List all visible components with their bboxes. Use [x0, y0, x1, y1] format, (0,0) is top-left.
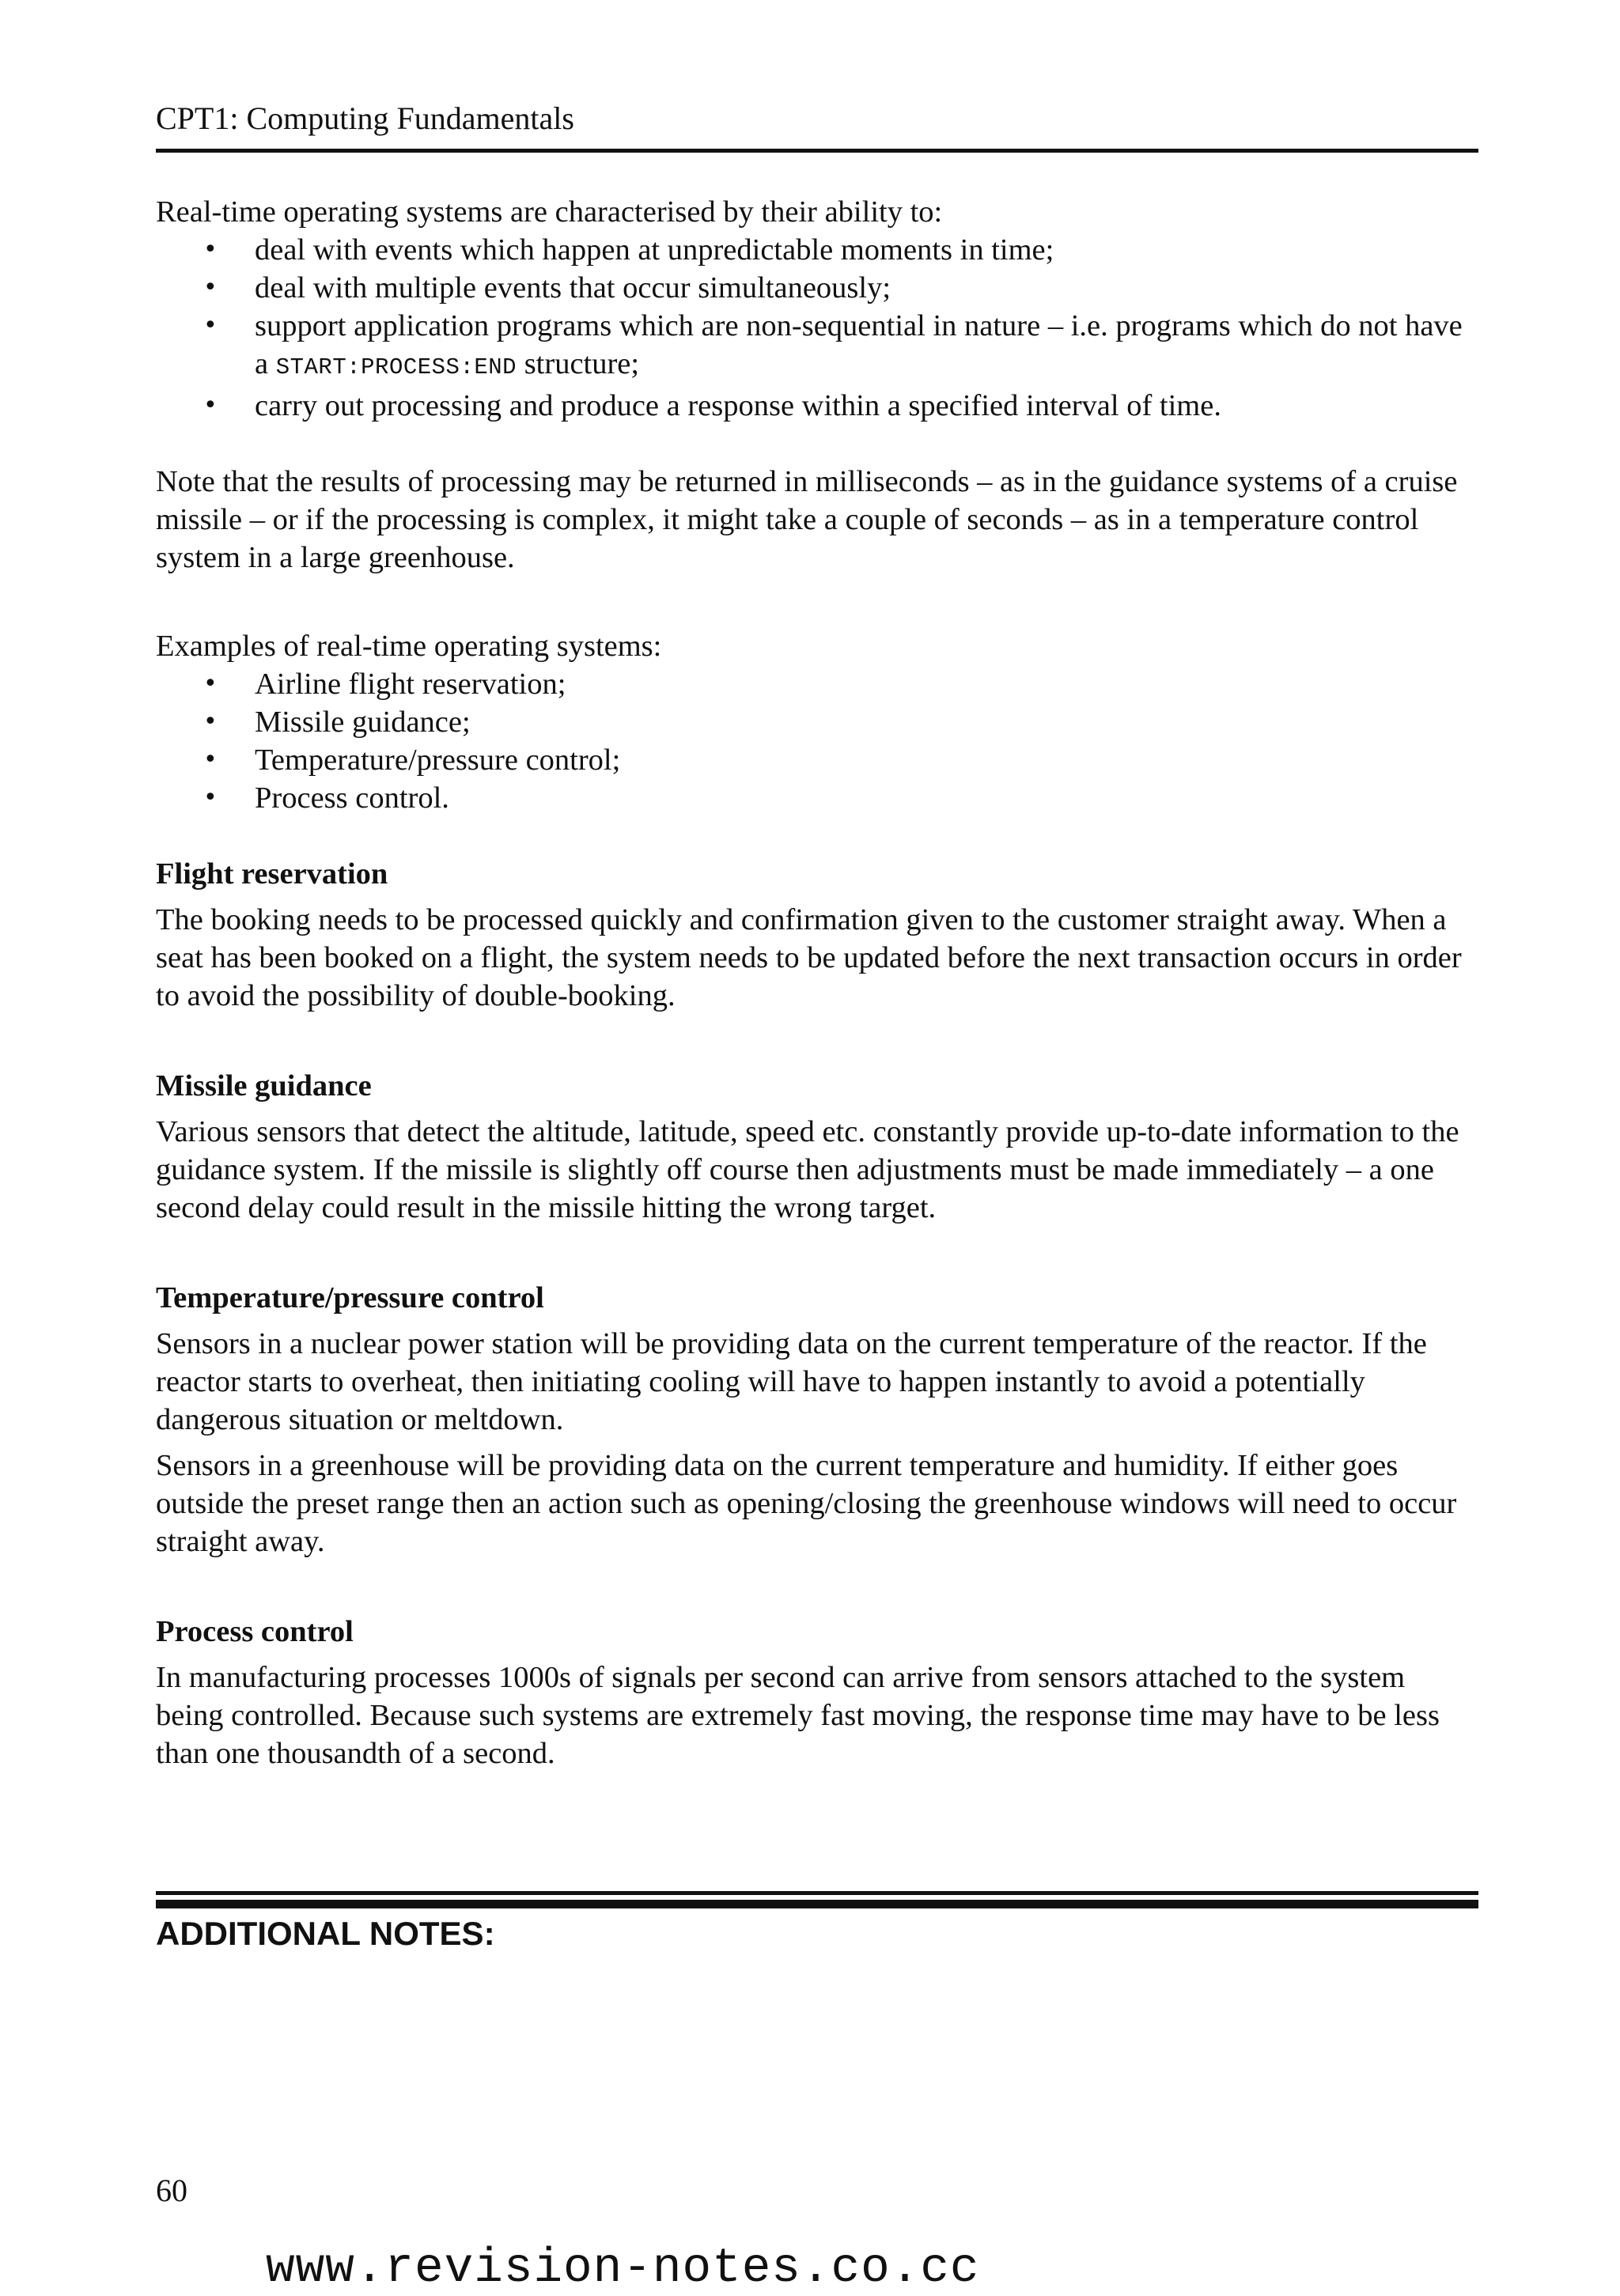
code-term: START:PROCESS:END	[275, 354, 517, 380]
bullet-icon: •	[203, 236, 218, 263]
running-header: CPT1: Computing Fundamentals	[156, 100, 574, 136]
section-heading-process-control: Process control	[156, 1615, 354, 1648]
page-number: 60	[156, 2173, 187, 2208]
section-heading-missile-guidance: Missile guidance	[156, 1069, 372, 1103]
bullet-icon: •	[203, 708, 218, 736]
bullet-icon: •	[203, 746, 218, 774]
examples-intro: Examples of real-time operating systems:	[156, 630, 662, 663]
section-paragraph: Sensors in a nuclear power station will be providing data on the current temperature of the reactor. If the reactor starts to overheat, then initiating cooling will have to happen instantly to avoid a potentially dangerous situation or meltdown.	[156, 1327, 1427, 1436]
list-item-text: Airline flight reservation;	[255, 668, 566, 701]
notes-divider-top	[156, 1891, 1478, 1895]
list-item	[156, 231, 1478, 269]
list-item-suffix: structure;	[517, 347, 640, 380]
bullet-icon: •	[203, 391, 218, 419]
capabilities-list	[156, 231, 1478, 425]
footer-url: www.revision-notes.co.cc	[266, 2241, 980, 2296]
notes-divider-bottom	[156, 1900, 1478, 1908]
list-item	[156, 703, 1478, 741]
additional-notes-heading: ADDITIONAL NOTES:	[156, 1915, 495, 1952]
examples-list	[156, 665, 1478, 817]
list-item-text: Temperature/pressure control;	[255, 743, 621, 777]
list-item	[156, 269, 1478, 307]
list-item-text: carry out processing and produce a response within a specified interval of time.	[255, 389, 1221, 422]
bullet-icon: •	[203, 784, 218, 811]
list-item	[156, 741, 1478, 779]
section-paragraph: Various sensors that detect the altitude, latitude, speed etc. constantly provide up-to-date information to the guidance system. If the missile is slightly off course then adjustments must be made immediately – a one second delay could result in the missile hitting the wrong target.	[156, 1115, 1459, 1224]
list-item-text: support application programs which are non-sequential in nature – i.e. programs which do not have a	[255, 309, 1463, 380]
section-paragraph: In manufacturing processes 1000s of signals per second can arrive from sensors attached to the system being controlled. Because such systems are extremely fast moving, the response time may have to be less than one thousandth of a second.	[156, 1661, 1440, 1770]
note-paragraph: Note that the results of processing may be returned in milliseconds – as in the guidance systems of a cruise missile – or if the processing is complex, it might take a couple of seconds – as in a temperature control system in a large greenhouse.	[156, 465, 1458, 574]
section-heading-flight-reservation: Flight reservation	[156, 857, 388, 891]
section-paragraph: Sensors in a greenhouse will be providing data on the current temperature and humidity. If either goes outside the preset range then an action such as opening/closing the greenhouse windows will need to occur straight away.	[156, 1449, 1457, 1558]
bullet-icon: •	[203, 670, 218, 698]
list-item-text: Missile guidance;	[255, 705, 471, 739]
list-item	[156, 387, 1478, 425]
section-heading-temperature-pressure-control: Temperature/pressure control	[156, 1281, 544, 1314]
list-item-text: deal with multiple events that occur simultaneously;	[255, 271, 891, 304]
list-item-text: deal with events which happen at unpredictable moments in time;	[255, 233, 1054, 267]
header-rule	[156, 149, 1478, 153]
main-content	[156, 193, 1478, 1772]
bullet-icon: •	[203, 274, 218, 301]
section-paragraph: The booking needs to be processed quickly and confirmation given to the customer straight away. When a seat has been booked on a flight, the system needs to be updated before the next transaction occurs in order to avoid the possibility of double-booking.	[156, 903, 1462, 1012]
intro-text: Real-time operating systems are characterised by their ability to:	[156, 195, 943, 229]
list-item	[156, 665, 1478, 703]
bullet-icon: •	[203, 312, 218, 339]
list-item	[156, 779, 1478, 817]
list-item	[156, 307, 1478, 387]
list-item-text: Process control.	[255, 781, 449, 815]
